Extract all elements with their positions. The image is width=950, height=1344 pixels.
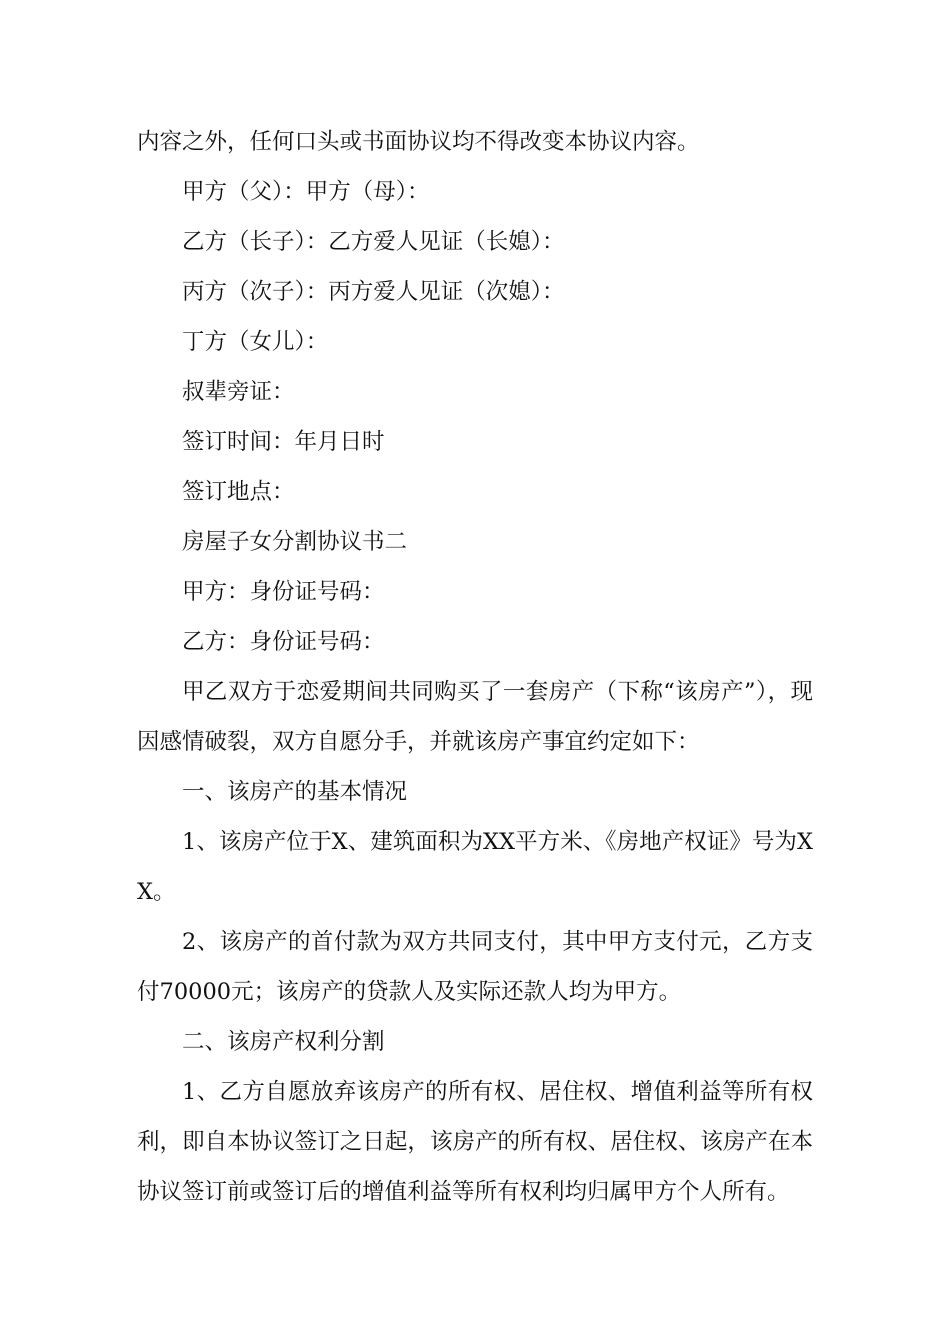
paragraph: 内容之外，任何口头或书面协议均不得改变本协议内容。 [137, 129, 700, 155]
paragraph-party-a-signature: 甲方（父）：甲方（母）： [182, 179, 430, 205]
paragraph-party-b-id: 乙方：身份证号码： [182, 629, 385, 655]
paragraph-party-a-id: 甲方：身份证号码： [182, 579, 385, 605]
paragraph-clause: 2、该房产的首付款为双方共同支付，其中甲方支付元，乙方支付70000元；该房产的贷款人及实际还款人均为甲方。 [137, 929, 813, 1005]
paragraph-party-b-signature: 乙方（长子）：乙方爱人见证（长媳）： [182, 229, 565, 255]
section-heading: 一、该房产的基本情况 [182, 779, 408, 805]
paragraph-signing-place: 签订地点： [182, 479, 295, 505]
paragraph-clause: 1、乙方自愿放弃该房产的所有权、居住权、增值利益等所有权利，即自本协议签订之日起，该房产的所有权、居住权、该房产在本协议签订前或签订后的增值利益等所有权利均归属甲方个人所有。 [137, 1079, 813, 1205]
paragraph-party-c-signature: 丙方（次子）：丙方爱人见证（次媳）： [182, 279, 565, 305]
paragraph-party-d-signature: 丁方（女儿）： [182, 329, 329, 355]
paragraph-witness: 叔辈旁证： [182, 379, 295, 405]
section-heading: 二、该房产权利分割 [182, 1029, 385, 1055]
section-title: 房屋子女分割协议书二 [182, 529, 408, 555]
document-body [137, 117, 813, 1217]
paragraph-clause: 1、该房产位于X、建筑面积为XX平方米、《房地产权证》号为XX。 [137, 829, 813, 905]
paragraph-signing-time: 签订时间：年月日时 [182, 429, 385, 455]
paragraph-preamble: 甲乙双方于恋爱期间共同购买了一套房产（下称“该房产”），现因感情破裂，双方自愿分手，并就该房产事宜约定如下： [137, 679, 813, 755]
